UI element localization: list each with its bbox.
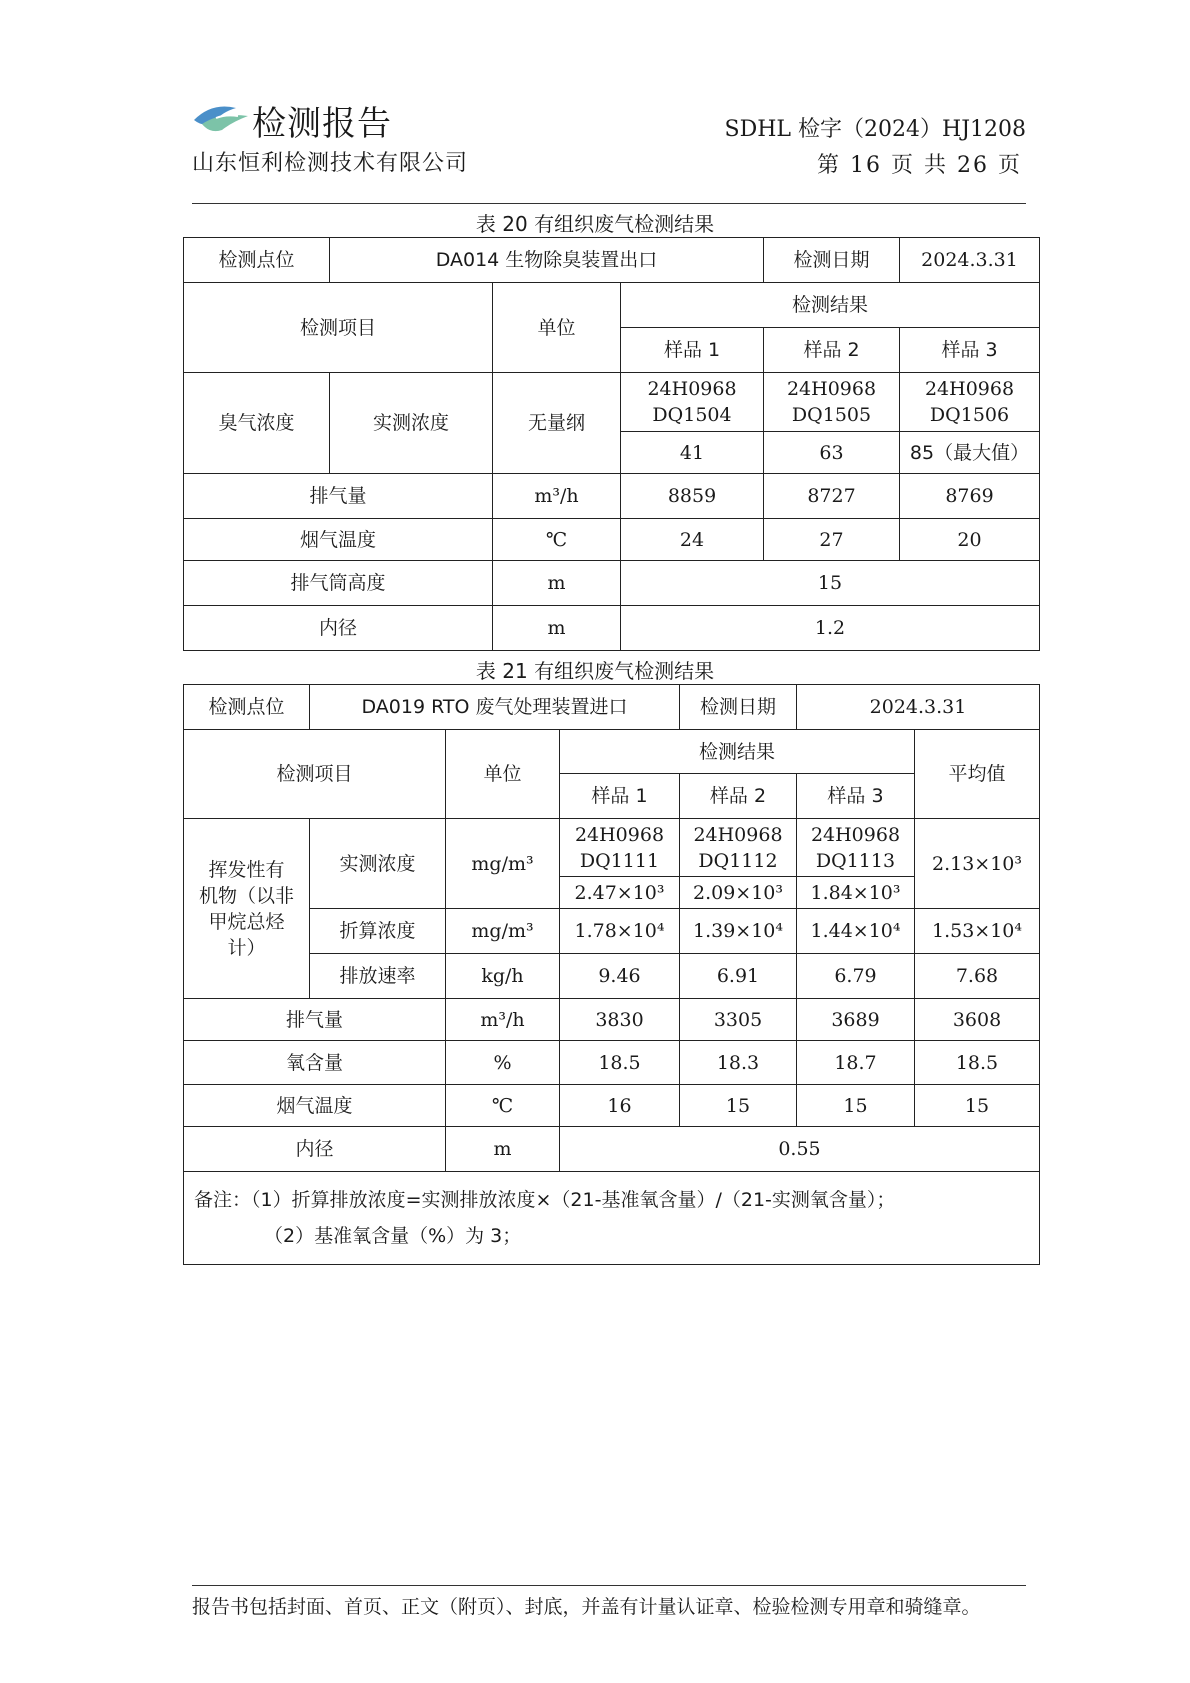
flow-value: 3305 [680, 999, 797, 1041]
converted-average: 1.53×10⁴ [915, 909, 1040, 954]
table-row [184, 1127, 1040, 1172]
table-row [184, 283, 1040, 328]
diameter-unit: m [493, 606, 621, 651]
point-value: DA019 RTO 废气处理装置进口 [310, 685, 680, 730]
table-row [184, 685, 1040, 730]
item-header: 检测项目 [184, 283, 493, 373]
temp-item: 烟气温度 [184, 519, 493, 561]
temp-value: 20 [900, 519, 1040, 561]
table-row [184, 954, 1040, 999]
report-title: 检测报告 [252, 104, 392, 144]
page-indicator: 第 16 页 共 26 页 [817, 153, 1022, 178]
converted-value: 1.44×10⁴ [797, 909, 915, 954]
temp-average: 15 [915, 1085, 1040, 1127]
table-row [184, 1085, 1040, 1127]
rate-value: 6.91 [680, 954, 797, 999]
table-row [184, 1041, 1040, 1085]
converted-unit: mg/m³ [446, 909, 560, 954]
table-row [184, 238, 1040, 283]
result-header: 检测结果 [560, 730, 915, 774]
height-item: 排气筒高度 [184, 561, 493, 606]
table-row [184, 730, 1040, 774]
measured-subitem: 实测浓度 [310, 819, 446, 909]
sample-id: 24H0968 DQ1504 [621, 373, 764, 432]
table-row [184, 373, 1040, 432]
average-header: 平均值 [915, 730, 1040, 819]
table-row [184, 1172, 1040, 1265]
note-line: 备注：（1）折算排放浓度=实测排放浓度×（21-基准氧含量）/（21-实测氧含量）； [194, 1189, 896, 1211]
note-line: （2）基准氧含量（%）为 3； [264, 1225, 522, 1247]
converted-value: 1.78×10⁴ [560, 909, 680, 954]
odor-value: 63 [764, 432, 900, 474]
oxygen-unit: % [446, 1041, 560, 1085]
flow-value: 8769 [900, 474, 1040, 519]
temp-value: 27 [764, 519, 900, 561]
odor-value: 85（最大值） [900, 432, 1040, 474]
table-row [184, 606, 1040, 651]
point-value: DA014 生物除臭装置出口 [330, 238, 764, 283]
oxygen-item: 氧含量 [184, 1041, 446, 1085]
odor-value: 41 [621, 432, 764, 474]
point-label: 检测点位 [184, 685, 310, 730]
odor-unit: 无量纲 [493, 373, 621, 474]
converted-value: 1.39×10⁴ [680, 909, 797, 954]
converted-subitem: 折算浓度 [310, 909, 446, 954]
measured-unit: mg/m³ [446, 819, 560, 909]
table-row [184, 819, 1040, 877]
table-row [184, 909, 1040, 954]
flow-item: 排气量 [184, 474, 493, 519]
temp-value: 16 [560, 1085, 680, 1127]
footer-note: 报告书包括封面、首页、正文（附页）、封底，并盖有计量认证章、检验检测专用章和骑缝章。 [192, 1596, 981, 1618]
rate-unit: kg/h [446, 954, 560, 999]
flow-value: 8727 [764, 474, 900, 519]
rate-value: 6.79 [797, 954, 915, 999]
table-row [184, 474, 1040, 519]
date-value: 2024.3.31 [900, 238, 1040, 283]
oxygen-value: 18.5 [560, 1041, 680, 1085]
measured-average: 2.13×10³ [915, 819, 1040, 909]
measured-value: 2.09×10³ [680, 877, 797, 909]
unit-header: 单位 [493, 283, 621, 373]
flow-unit: m³/h [493, 474, 621, 519]
temp-value: 15 [797, 1085, 915, 1127]
table21-caption: 表 21 有组织废气检测结果 [475, 659, 715, 683]
table-row [184, 999, 1040, 1041]
rate-value: 9.46 [560, 954, 680, 999]
result-header: 检测结果 [621, 283, 1040, 328]
diameter-value: 1.2 [621, 606, 1040, 651]
flow-average: 3608 [915, 999, 1040, 1041]
table21 [183, 684, 1040, 1265]
table20 [183, 237, 1040, 651]
temp-value: 15 [680, 1085, 797, 1127]
date-label: 检测日期 [680, 685, 797, 730]
document-number: SDHL 检字（2024）HJ1208 [724, 117, 1026, 142]
footer-divider [192, 1585, 1026, 1586]
height-value: 15 [621, 561, 1040, 606]
diameter-value: 0.55 [560, 1127, 1040, 1172]
oxygen-average: 18.5 [915, 1041, 1040, 1085]
odor-item: 臭气浓度 [184, 373, 330, 474]
date-value: 2024.3.31 [797, 685, 1040, 730]
diameter-item: 内径 [184, 1127, 446, 1172]
sample-header: 样品 3 [900, 328, 1040, 373]
temp-unit: ℃ [493, 519, 621, 561]
diameter-unit: m [446, 1127, 560, 1172]
sample-id: 24H0968 DQ1505 [764, 373, 900, 432]
flow-value: 8859 [621, 474, 764, 519]
flow-value: 3830 [560, 999, 680, 1041]
odor-subitem: 实测浓度 [330, 373, 493, 474]
rate-subitem: 排放速率 [310, 954, 446, 999]
oxygen-value: 18.7 [797, 1041, 915, 1085]
sample-header: 样品 1 [560, 774, 680, 819]
flow-item: 排气量 [184, 999, 446, 1041]
company-name: 山东恒利检测技术有限公司 [192, 151, 469, 176]
date-label: 检测日期 [764, 238, 900, 283]
oxygen-value: 18.3 [680, 1041, 797, 1085]
item-header: 检测项目 [184, 730, 446, 819]
temp-unit: ℃ [446, 1085, 560, 1127]
sample-id: 24H0968 DQ1112 [680, 819, 797, 877]
measured-value: 1.84×10³ [797, 877, 915, 909]
company-logo [192, 98, 252, 138]
sample-header: 样品 2 [764, 328, 900, 373]
unit-header: 单位 [446, 730, 560, 819]
flow-value: 3689 [797, 999, 915, 1041]
sample-header: 样品 2 [680, 774, 797, 819]
diameter-item: 内径 [184, 606, 493, 651]
flow-unit: m³/h [446, 999, 560, 1041]
header-divider [192, 203, 1026, 204]
sample-header: 样品 1 [621, 328, 764, 373]
table-row [184, 561, 1040, 606]
voc-item: 挥发性有 机物（以非 甲烷总烃 计） [184, 819, 310, 999]
rate-average: 7.68 [915, 954, 1040, 999]
temp-value: 24 [621, 519, 764, 561]
sample-id: 24H0968 DQ1113 [797, 819, 915, 877]
notes [184, 1172, 1040, 1265]
sample-header: 样品 3 [797, 774, 915, 819]
point-label: 检测点位 [184, 238, 330, 283]
temp-item: 烟气温度 [184, 1085, 446, 1127]
measured-value: 2.47×10³ [560, 877, 680, 909]
sample-id: 24H0968 DQ1506 [900, 373, 1040, 432]
table-row [184, 519, 1040, 561]
table20-caption: 表 20 有组织废气检测结果 [475, 212, 715, 236]
height-unit: m [493, 561, 621, 606]
sample-id: 24H0968 DQ1111 [560, 819, 680, 877]
